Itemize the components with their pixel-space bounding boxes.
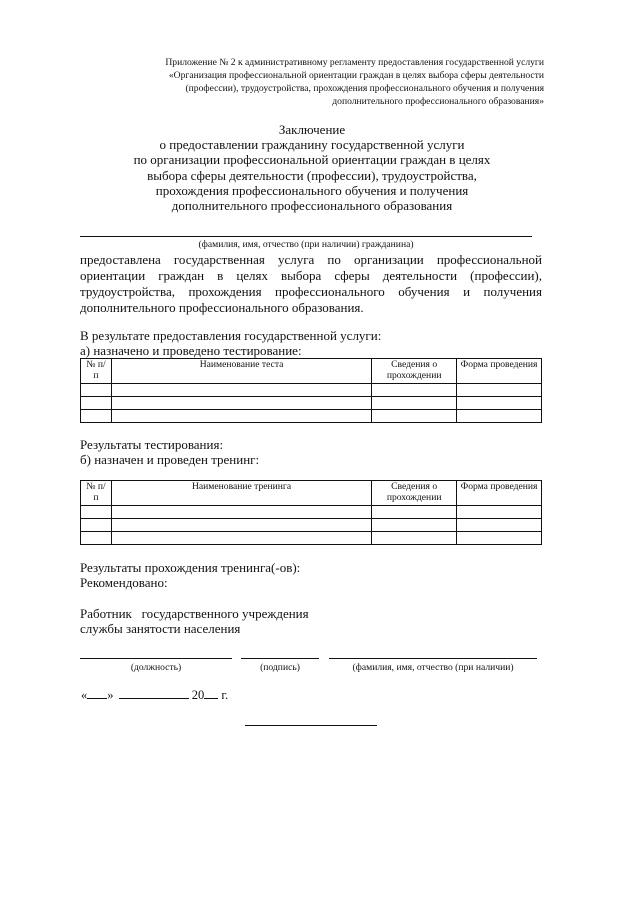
training-results-label: Результаты прохождения тренинга(-ов):: [80, 560, 301, 575]
date-open-quote: «: [81, 688, 88, 702]
training-label: б) назначен и проведен тренинг:: [80, 452, 260, 467]
table-row: [81, 519, 542, 532]
position-caption: (должность): [130, 662, 182, 673]
position-line: [80, 658, 232, 659]
column-header: Форма проведения: [457, 359, 542, 384]
worker-line: службы занятости населения: [80, 621, 241, 636]
citizen-name-caption: (фамилия, имя, отчество (при наличии) гражданина): [198, 239, 414, 250]
day-blank: [87, 688, 107, 699]
appendix-line: «Организация профессиональной ориентации граждан в целях выбора сферы деятельности: [168, 70, 544, 81]
document-title: [100, 122, 524, 213]
result-intro: В результате предоставления государственной услуги:: [80, 328, 382, 343]
column-header: № п/п: [81, 481, 112, 506]
month-blank: [119, 688, 189, 699]
table-row: [81, 410, 542, 423]
appendix-header: [104, 56, 544, 108]
column-header: Сведения о прохождении: [372, 481, 457, 506]
column-header: Наименование тренинга: [111, 481, 371, 506]
table-header-row: [81, 359, 542, 384]
testing-results-label: Результаты тестирования:: [80, 437, 224, 452]
table-row: [81, 397, 542, 410]
signature-line: [241, 658, 319, 659]
table-header-row: [81, 481, 542, 506]
date-close-quote: »: [107, 688, 114, 702]
appendix-line: (профессии), трудоустройства, прохождения профессионального обучения и получения: [185, 83, 544, 94]
column-header: Форма проведения: [457, 481, 542, 506]
service-paragraph: предоставлена государственная услуга по организации профессиональной ориентации граждан в целях выбора сферы деятельности (профессии), трудоустройства, прохождения профессионального обучения и получения дополнительного профессионального образования.: [80, 252, 542, 315]
appendix-line: дополнительного профессионального образования»: [332, 96, 544, 107]
testing-label: а) назначено и проведено тестирование:: [80, 343, 302, 358]
year-blank: [204, 688, 218, 699]
date-line: [81, 688, 281, 703]
name-caption: (фамилия, имя, отчество (при наличии): [352, 662, 514, 673]
column-header: № п/п: [81, 359, 112, 384]
end-rule: [245, 725, 377, 726]
title-line: о предоставлении гражданину государственной услуги: [159, 137, 465, 153]
testing-table: [80, 358, 542, 423]
name-line: [329, 658, 537, 659]
worker-line: Работник государственного учреждения: [80, 606, 309, 621]
column-header: Наименование теста: [111, 359, 371, 384]
recommended-label: Рекомендовано:: [80, 575, 168, 590]
title-heading: Заключение: [278, 122, 346, 137]
table-row: [81, 532, 542, 545]
training-table: [80, 480, 542, 545]
title-line: дополнительного профессионального образования: [171, 198, 453, 214]
title-line: выбора сферы деятельности (профессии), трудоустройства,: [147, 167, 477, 183]
title-line: прохождения профессионального обучения и получения: [155, 182, 469, 198]
table-row: [81, 506, 542, 519]
appendix-line: Приложение № 2 к административному регламенту предоставления государственной услуги: [165, 57, 544, 68]
signature-caption: (подпись): [260, 662, 300, 673]
column-header: Сведения о прохождении: [372, 359, 457, 384]
citizen-name-line: [80, 236, 532, 237]
year-prefix: 20: [191, 688, 205, 702]
table-row: [81, 384, 542, 397]
year-suffix: г.: [221, 688, 229, 702]
title-line: по организации профессиональной ориентации граждан в целях: [133, 152, 491, 168]
